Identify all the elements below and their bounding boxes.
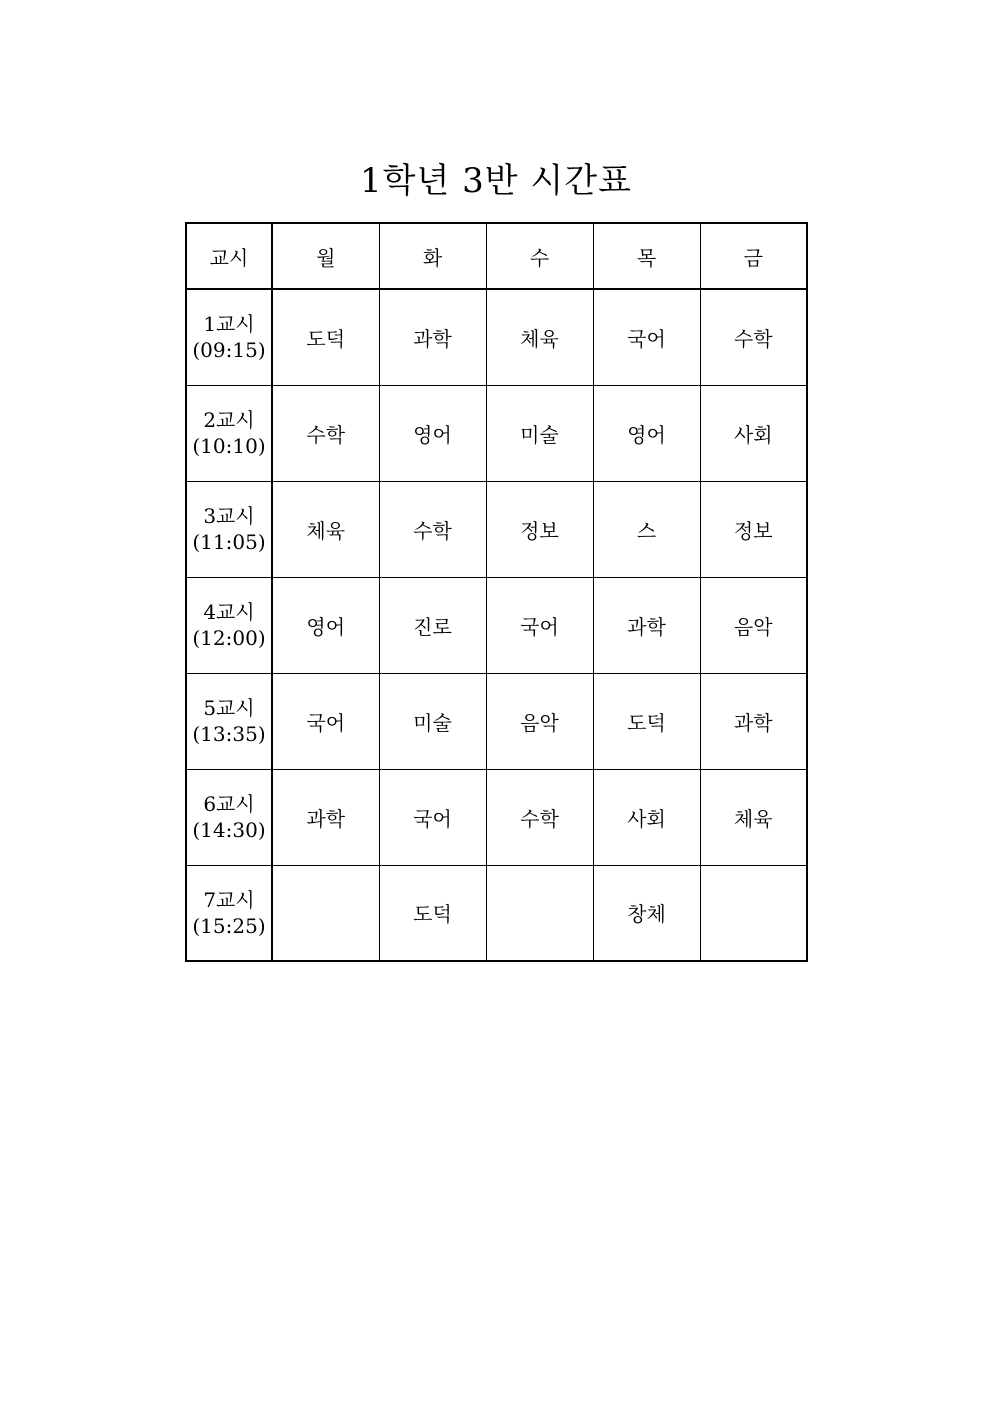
subject-cell: 수학 <box>700 289 807 385</box>
period-number: 2교시 <box>203 408 255 432</box>
period-cell <box>186 481 272 577</box>
table-row <box>186 577 807 673</box>
subject-cell: 과학 <box>593 577 700 673</box>
table-row <box>186 481 807 577</box>
page-title: 1학년 3반 시간표 <box>360 161 632 201</box>
subject-cell: 체육 <box>486 289 593 385</box>
table-row <box>186 289 807 385</box>
subject-cell: 체육 <box>272 481 379 577</box>
period-time: (14:30) <box>192 818 266 842</box>
subject-cell: 국어 <box>593 289 700 385</box>
subject-cell: 진로 <box>379 577 486 673</box>
period-number: 6교시 <box>203 792 255 816</box>
subject-cell: 창체 <box>593 865 700 961</box>
period-time: (13:35) <box>192 722 266 746</box>
period-number: 1교시 <box>203 312 255 337</box>
period-cell <box>186 769 272 865</box>
subject-cell: 도덕 <box>379 865 486 961</box>
subject-cell <box>272 865 379 961</box>
subject-cell <box>486 865 593 961</box>
period-time: (12:00) <box>192 626 266 650</box>
subject-cell: 정보 <box>486 481 593 577</box>
subject-cell: 사회 <box>700 385 807 481</box>
period-cell <box>186 385 272 481</box>
subject-cell: 도덕 <box>593 673 700 769</box>
period-number: 4교시 <box>203 600 255 624</box>
header-row <box>186 223 807 289</box>
subject-cell: 과학 <box>272 769 379 865</box>
subject-cell: 국어 <box>486 577 593 673</box>
subject-cell: 음악 <box>486 673 593 769</box>
period-cell <box>186 289 272 385</box>
period-number: 3교시 <box>203 504 255 528</box>
period-time: (09:15) <box>192 338 266 363</box>
header-day-fri: 금 <box>700 223 807 289</box>
subject-cell: 영어 <box>593 385 700 481</box>
subject-cell: 체육 <box>700 769 807 865</box>
period-number: 7교시 <box>203 887 255 912</box>
subject-cell: 도덕 <box>272 289 379 385</box>
subject-cell: 과학 <box>700 673 807 769</box>
subject-cell: 정보 <box>700 481 807 577</box>
period-time: (15:25) <box>192 913 266 938</box>
subject-cell: 국어 <box>379 769 486 865</box>
subject-cell: 미술 <box>379 673 486 769</box>
header-period: 교시 <box>186 223 272 289</box>
header-day-thu: 목 <box>593 223 700 289</box>
table-row <box>186 385 807 481</box>
header-day-wed: 수 <box>486 223 593 289</box>
table-row <box>186 769 807 865</box>
table-row <box>186 673 807 769</box>
subject-cell: 과학 <box>379 289 486 385</box>
subject-cell: 수학 <box>379 481 486 577</box>
period-time: (10:10) <box>192 434 266 458</box>
subject-cell: 수학 <box>272 385 379 481</box>
subject-cell: 국어 <box>272 673 379 769</box>
period-cell <box>186 577 272 673</box>
header-day-mon: 월 <box>272 223 379 289</box>
period-cell <box>186 673 272 769</box>
subject-cell: 영어 <box>272 577 379 673</box>
timetable <box>185 222 808 962</box>
subject-cell: 미술 <box>486 385 593 481</box>
period-cell <box>186 865 272 961</box>
period-number: 5교시 <box>203 696 255 720</box>
subject-cell: 스 <box>593 481 700 577</box>
header-day-tue: 화 <box>379 223 486 289</box>
period-time: (11:05) <box>192 530 266 554</box>
subject-cell: 수학 <box>486 769 593 865</box>
subject-cell: 영어 <box>379 385 486 481</box>
subject-cell: 사회 <box>593 769 700 865</box>
subject-cell: 음악 <box>700 577 807 673</box>
table-row <box>186 865 807 961</box>
subject-cell <box>700 865 807 961</box>
